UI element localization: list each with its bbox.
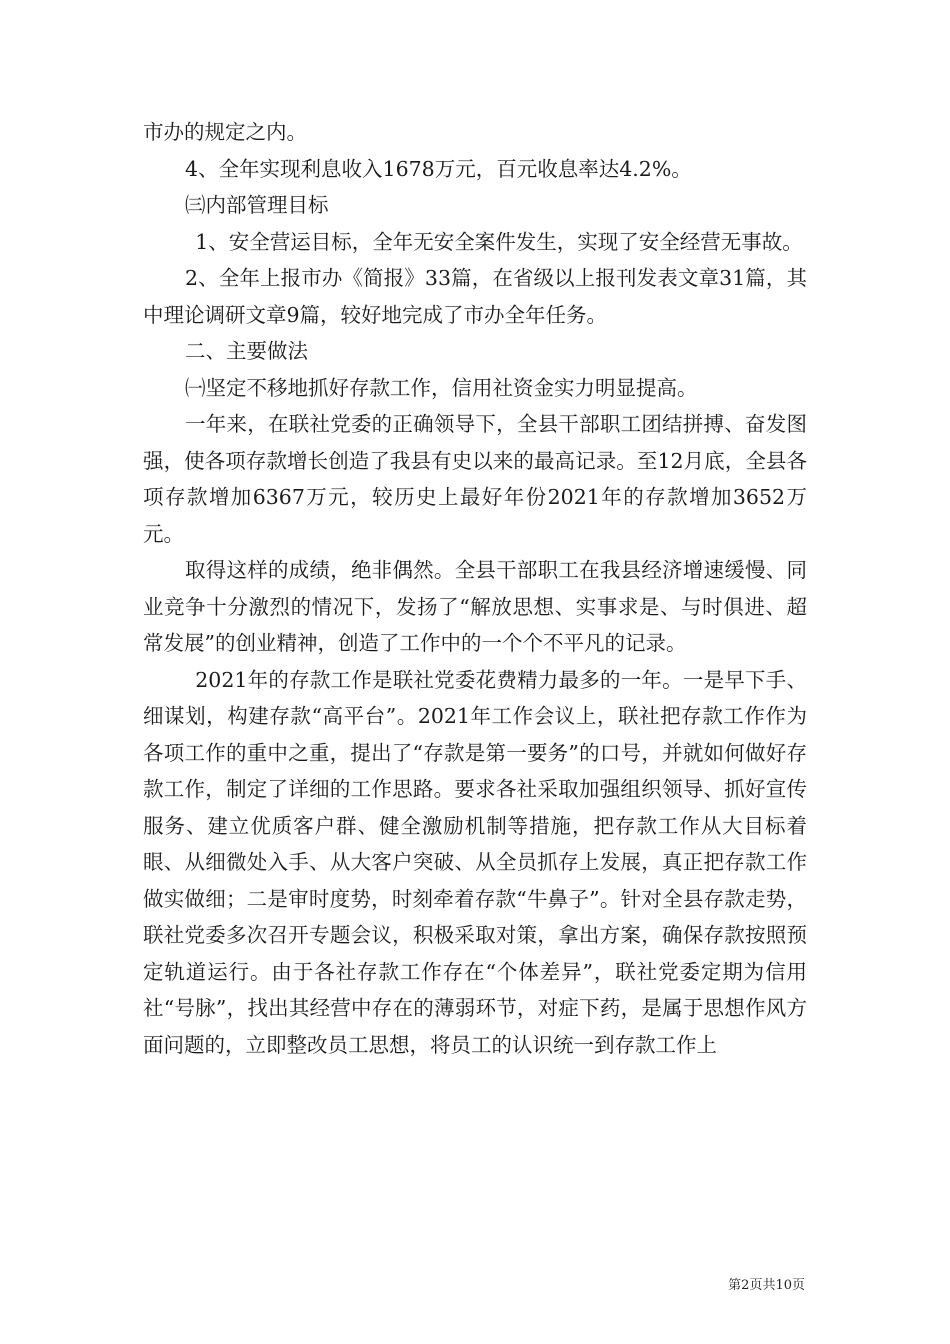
section-heading-main-practices: 二、主要做法 <box>185 339 309 363</box>
paragraph-achievement: 取得这样的成绩，绝非偶然。全县干部职工在我县经济增速缓慢、同业竞争十分激烈的情况下，发扬了“解放思想、实事求是、与时俱进、超常发展”的创业精神，创造了工作中的一个个不平凡的记录。 <box>143 558 807 655</box>
paragraph-interest-income: 4、全年实现利息收入1678万元，百元收息率达4.2%。 <box>185 156 692 181</box>
page-number: 第2页共10页 <box>728 1278 805 1293</box>
paragraph-continuation: 市办的规定之内。 <box>143 120 307 144</box>
paragraph-publications: 2、全年上报市办《简报》33篇，在省级以上报刊发表文章31篇，其中理论调研文章9篇，较好地完成了市办全年任务。 <box>143 266 807 327</box>
paragraph-safety-target: 1、安全营运目标，全年无安全案件发生，实现了安全经营无事故。 <box>195 229 803 254</box>
paragraph-deposit-growth: 一年来，在联社党委的正确领导下，全县干部职工团结拼搏、奋发图强，使各项存款增长创造了我县有史以来的最高记录。至12月底，全县各项存款增加6367万元，较历史上最好年份2021年的存款增加3652万元。 <box>143 412 807 546</box>
section-heading-internal-management: ㈢内部管理目标 <box>185 193 329 217</box>
paragraph-deposit-work: 2021年的存款工作是联社党委花费精力最多的一年。一是早下手、细谋划，构建存款“高平台”。2021年工作会议上，联社把存款工作作为各项工作的重中之重，提出了“存款是第一要务”的口号，并就如何做好存款工作，制定了详细的工作思路。要求各社采取加强组织领导、抓好宣传服务、建立优质客户群、健全激励机制等措施，把存款工作从大目标着眼、从细微处入手、从大客户突破、从全员抓存上发展，真正把存款工作做实做细；二是审时度势，时刻牵着存款“牛鼻子”。针对全县存款走势，联社党委多次召开专题会议，积极采取对策，拿出方案，确保存款按照预定轨道运行。由于各社存款工作存在“个体差异”，联社党委定期为信用社“号脉”，找出其经营中存在的薄弱环节，对症下药，是属于思想作风方面问题的，立即整改员工思想，将员工的认识统一到存款工作上 <box>143 667 807 1057</box>
document-body <box>143 114 807 1063</box>
subsection-heading-deposits: ㈠坚定不移地抓好存款工作，信用社资金实力明显提高。 <box>185 375 698 400</box>
